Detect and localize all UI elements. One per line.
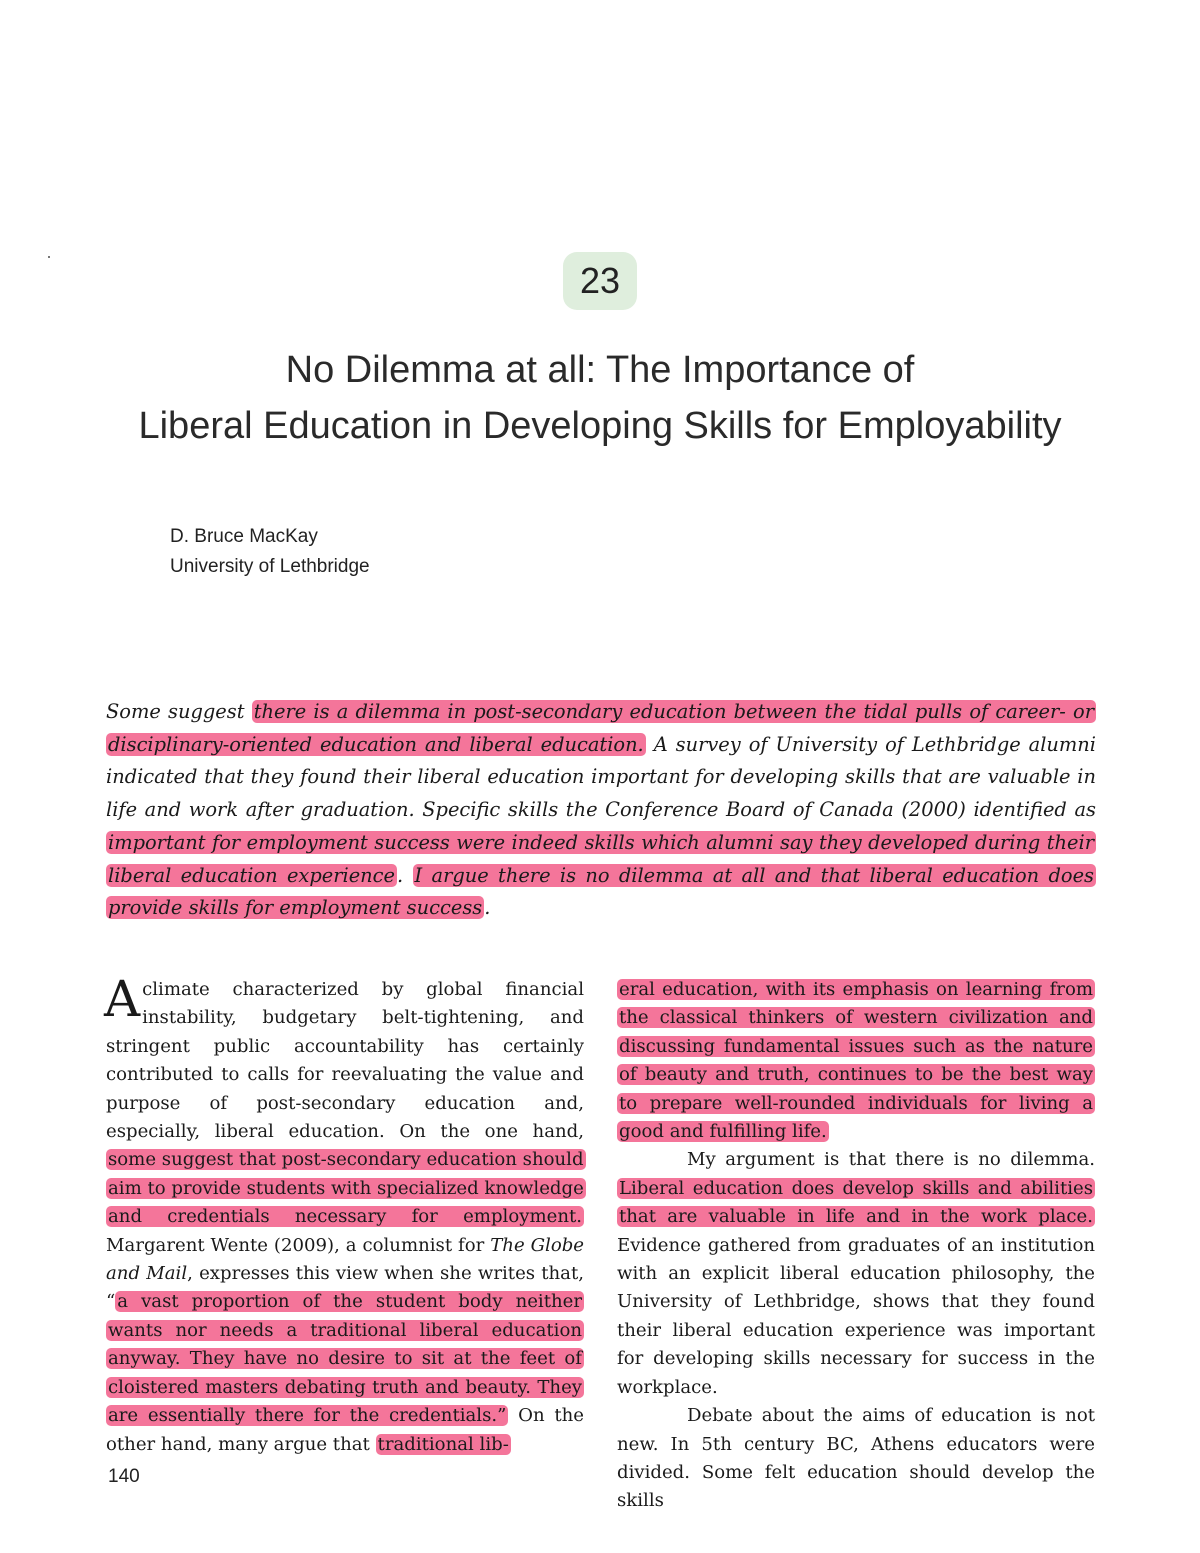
body-text: Margarent Wente (2009), a columnist for [106,1234,491,1256]
publication-name: The Globe and Mail [106,1234,585,1285]
author-name: D. Bruce MacKay [170,526,318,547]
author-block [170,522,370,582]
page-number: 140 [108,1466,140,1487]
body-highlight[interactable]: Liberal education does develop skills and abilities that are valuable in life and in the work place. [619,1177,1093,1228]
body-text: My argument is that there is no dilemma. [687,1149,1095,1171]
abstract-text: A survey of University of Lethbridge alumni indicated that they found their liberal education important for developing skills that are valuable in life and work after graduation. Specific skills the Conference Board of Canada (2000) identified as [106,732,1096,822]
body-highlight[interactable]: a vast proportion of the student body neither wants nor needs a traditional liberal education anyway. They have no desire to sit at the feet of cloistered masters debating truth and beauty. They are essentially there for the credentials.” [108,1291,582,1427]
body-text: Evidence gathered from graduates of an institution with an explicit liberal education philosophy, the University of Lethbridge, shows that they found their liberal education experience was important for developing skills necessary for success in the workplace. [617,1234,1095,1398]
abstract-text: Some suggest [106,700,252,723]
body-paragraph [617,976,1095,1146]
abstract-text: . [484,896,491,920]
body-highlight[interactable]: some suggest that post-secondary education should aim to provide students with specialized knowledge and credentials necessary for employment. [108,1149,584,1228]
body-column-right [617,976,1095,1516]
page-corner-mark [48,256,50,258]
body-text: Debate about the aims of education is not new. In 5th century BC, Athens educators were divided. Some felt education should develop the skills [617,1405,1095,1512]
chapter-title-line-1: No Dilemma at all: The Importance of [285,349,915,391]
body-text: climate characterized by global financial instability, budgetary belt-tightening, and stringent public accountability has certainly contributed to calls for reevaluating the value and purpose of post-secondary education and, especially, liberal education. On the one hand, [106,979,584,1143]
body-text: On the other hand, many argue that [106,1405,584,1455]
chapter-title [0,342,1200,454]
body-paragraph [104,970,585,1459]
body-highlight[interactable]: traditional lib- [377,1433,509,1455]
abstract-highlight[interactable]: there is a dilemma in post-secondary education between the tidal pulls of career- or disciplinary-oriented education and liberal education. [108,700,1094,756]
drop-cap: A [104,970,141,1028]
body-text: , expresses this view when she writes that, “ [106,1263,584,1313]
body-column-left [104,970,585,1459]
abstract-highlight[interactable]: important for employment success were indeed skills which alumni say they developed during their liberal education experience [108,830,1094,887]
body-paragraph [617,1146,1095,1402]
author-affiliation: University of Lethbridge [170,556,370,577]
abstract-text: . [397,863,413,887]
chapter-title-line-2: Liberal Education in Developing Skills for Employability [138,405,1062,447]
abstract [106,696,1096,925]
abstract-highlight[interactable]: I argue there is no dilemma at all and that liberal education does provide skills for employment success [108,863,1095,920]
body-paragraph [617,1402,1095,1516]
chapter-number-badge: 23 [563,252,637,310]
body-highlight[interactable]: eral education, with its emphasis on learning from the classical thinkers of western civilization and discussing fundamental issues such as the nature of beauty and truth, continues to be the best way to prepare well-rounded individuals for living a good and fulfilling life. [619,979,1093,1143]
